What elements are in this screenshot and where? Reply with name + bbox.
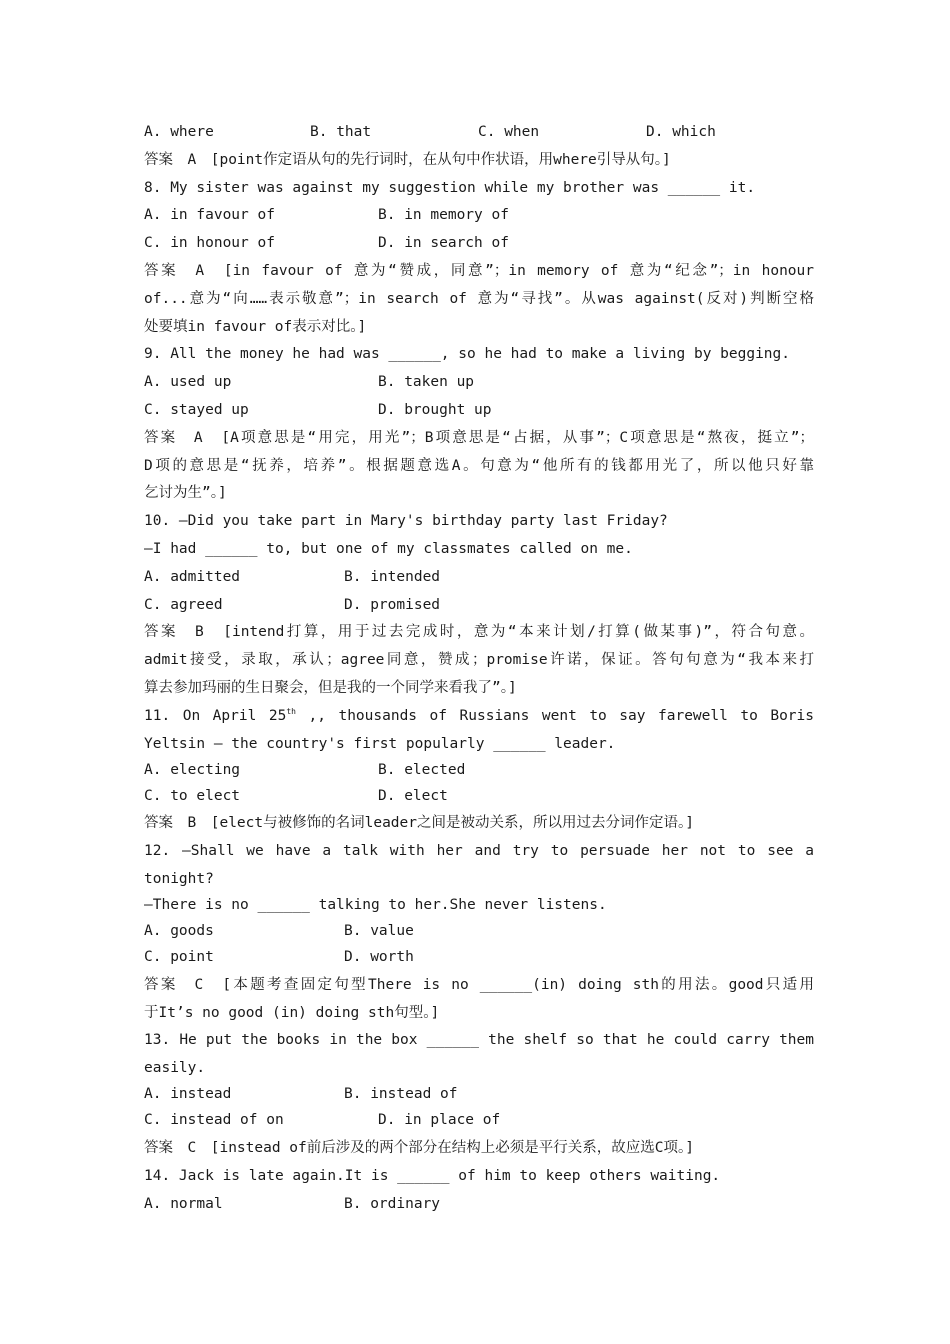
q9-stem: 9. All the money he had was ______, so he had to make a living by begging.: [144, 346, 791, 363]
q7-option-c: C. when: [478, 124, 540, 140]
q12-options-row2: [144, 944, 814, 972]
q10-answer-line-1: 答案 B [intend打算，用于过去完成时，意为“本来计划/打算(做某事)”，符合句意。: [144, 624, 814, 641]
q9-answer-line-2: D项的意思是“抚养，培养”。根据题意选A。句意为“他所有的钱都用光了，所以他只好靠: [144, 457, 814, 474]
q12-answer-line-1: 答案 C [本题考查固定句型There is no ______(in) doing sth的用法。good只适用: [144, 976, 814, 993]
q13-option-a: A. instead: [144, 1086, 232, 1103]
q11-option-d: D. elect: [378, 787, 448, 804]
q14-option-b: B. ordinary: [344, 1195, 441, 1212]
q10-stem-question: 10. —Did you take part in Mary's birthday party last Friday?: [144, 513, 668, 530]
q9-answer-line-3: 乞讨为生”。]: [144, 485, 227, 502]
q7-option-d: D. which: [646, 124, 716, 140]
q11-options-row1: [144, 757, 814, 783]
q13-options-row1: [144, 1081, 814, 1107]
q11-option-b: B. elected: [378, 761, 466, 778]
q13-stem-line-2: easily.: [144, 1060, 206, 1077]
q9-option-a: A. used up: [144, 374, 232, 391]
q8-answer-line-1: 答案 A [in favour of 意为“赞成，同意”；in memory of 意为“纪念”；in honour: [144, 262, 814, 279]
q10-option-a: A. admitted: [144, 568, 241, 585]
q9-option-b: B. taken up: [378, 374, 475, 391]
q9-option-c: C. stayed up: [144, 401, 249, 418]
q10-answer-line-2: admit接受，录取，承认；agree同意，赞成；promise许诺，保证。答句句意为“我本来打: [144, 652, 814, 669]
q11-option-a: A. electing: [144, 761, 241, 778]
q11-option-c: C. to elect: [144, 787, 241, 804]
q13-options-row2: [144, 1107, 814, 1135]
q8-options-row1: [144, 202, 814, 230]
q7-answer: 答案 A [point作定语从句的先行词时，在从句中作状语，用where引导从句。]: [144, 151, 671, 168]
q11-stem-line-1: [144, 703, 814, 731]
q7-option-b: B. that: [310, 124, 372, 140]
q13-option-d: D. in place of: [378, 1112, 501, 1129]
q8-stem: 8. My sister was against my suggestion while my brother was ______ it.: [144, 179, 756, 196]
document-page: [144, 119, 814, 1218]
q8-option-a: A. in favour of: [144, 207, 275, 224]
q10-options-row2: [144, 592, 814, 620]
q9-options-row2: [144, 397, 814, 425]
q12-stem-line-2: tonight?: [144, 870, 214, 887]
q11-options-row2: [144, 783, 814, 811]
q8-option-b: B. in memory of: [378, 207, 509, 224]
q11-stem-superscript: th: [286, 706, 296, 716]
q11-stem-line-2: Yeltsin — the country's first popularly ______ leader.: [144, 735, 616, 752]
q10-answer-line-3: 算去参加玛丽的生日聚会，但是我的一个同学来看我了”。]: [144, 679, 517, 696]
q14-stem: 14. Jack is late again.It is ______ of him to keep others waiting.: [144, 1167, 721, 1184]
q10-option-d: D. promised: [344, 596, 441, 613]
q8-options-row2: [144, 230, 814, 258]
q9-answer-line-1: 答案 A [A项意思是“用完，用光”；B项意思是“占据，从事”；C项意思是“熬夜，挺立”；: [144, 429, 814, 446]
q14-options-row1: [144, 1191, 814, 1219]
q9-option-d: D. brought up: [378, 401, 492, 418]
q12-options-row1: [144, 918, 814, 944]
q13-answer: 答案 C [instead of前后涉及的两个部分在结构上必须是平行关系，故应选C项。]: [144, 1139, 694, 1156]
q7-options: [144, 119, 814, 147]
q12-option-c: C. point: [144, 948, 214, 965]
q12-option-d: D. worth: [344, 948, 414, 965]
q8-option-c: C. in honour of: [144, 235, 275, 252]
q8-answer-line-2: of...意为“向……表示敬意”；in search of 意为“寻找”。从was against(反对)判断空格: [144, 290, 814, 307]
q8-option-d: D. in search of: [378, 235, 509, 252]
q11-answer: 答案 B [elect与被修饰的名词leader之间是被动关系，所以用过去分词作定语。]: [144, 815, 694, 832]
q10-option-c: C. agreed: [144, 596, 223, 613]
q7-option-a: A. where: [144, 124, 214, 140]
q9-options-row1: [144, 369, 814, 397]
q11-stem-suffix: ,, thousands of Russians went to say farewell to Boris: [295, 707, 814, 724]
q11-stem-prefix: 11. On April 25: [144, 707, 287, 724]
q14-option-a: A. normal: [144, 1195, 223, 1212]
q10-options-row1: [144, 564, 814, 592]
q13-option-b: B. instead of: [344, 1086, 458, 1103]
q12-answer-line-2: 于It’s no good (in) doing sth句型。]: [144, 1004, 440, 1021]
q12-stem-line-1: 12. —Shall we have a talk with her and try to persuade her not to see a: [144, 843, 814, 860]
q13-option-c: C. instead of on: [144, 1112, 284, 1129]
q12-option-b: B. value: [344, 922, 414, 939]
q13-stem-line-1: 13. He put the books in the box ______ the shelf so that he could carry them: [144, 1032, 814, 1049]
q10-option-b: B. intended: [344, 568, 441, 585]
q8-answer-line-3: 处要填in favour of表示对比。]: [144, 318, 367, 335]
q10-stem-reply: —I had ______ to, but one of my classmates called on me.: [144, 540, 633, 557]
q12-option-a: A. goods: [144, 922, 214, 939]
q12-stem-reply: —There is no ______ talking to her.She never listens.: [144, 896, 607, 913]
